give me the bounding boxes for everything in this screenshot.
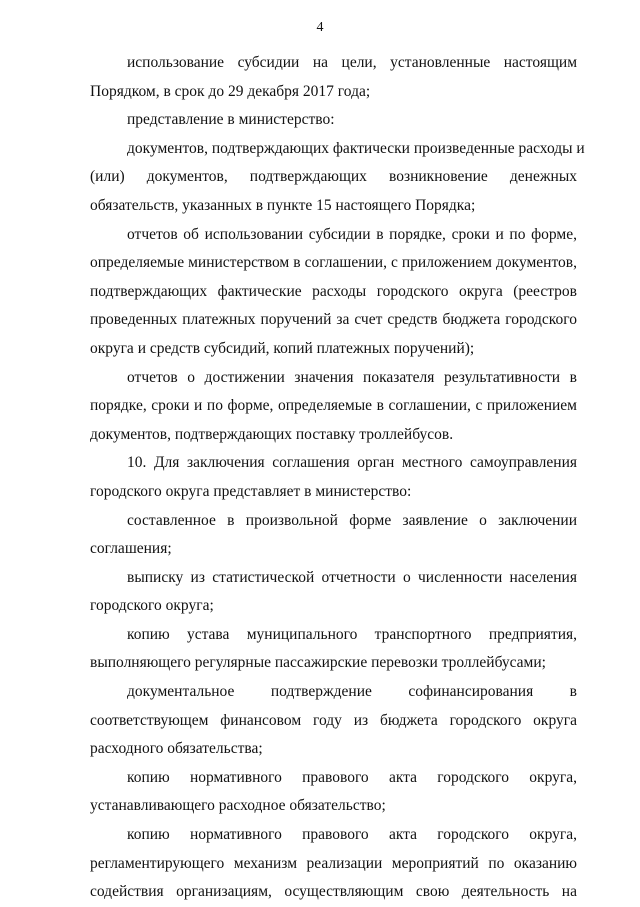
- text-line: копию нормативного правового акта городского округа,: [127, 768, 577, 786]
- text-line: выписку из статистической отчетности о численности населения: [127, 568, 577, 586]
- text-line: выполняющего регулярные пассажирские перевозки троллейбусами;: [90, 654, 546, 672]
- text-line: обязательств, указанных в пункте 15 настоящего Порядка;: [90, 196, 476, 214]
- text-line: городского округа;: [90, 597, 214, 615]
- text-line: подтверждающих фактические расходы городского округа (реестров: [90, 282, 577, 300]
- text-line: (или) документов, подтверждающих возникновение денежных: [90, 168, 577, 186]
- text-line: соответствующем финансовом году из бюджета городского округа: [90, 711, 577, 729]
- text-line: документальное подтверждение софинансирования в: [127, 683, 577, 701]
- text-line: отчетов о достижении значения показателя результативности в: [127, 368, 577, 386]
- text-line: отчетов об использовании субсидии в порядке, сроки и по форме,: [127, 225, 577, 243]
- text-line: использование субсидии на цели, установленные настоящим: [127, 54, 577, 71]
- text-line: городского округа представляет в министерство:: [90, 482, 412, 500]
- page-number: 4: [316, 20, 324, 35]
- text-line: документов, подтверждающих фактически произведенные расходы и: [127, 139, 585, 157]
- text-line: порядке, сроки и по форме, определяемые в соглашении, с приложением: [90, 397, 577, 415]
- text-line: округа и средств субсидий, копий платежных поручений);: [90, 339, 475, 357]
- text-line: регламентирующего механизм реализации мероприятий по оказанию: [90, 854, 577, 872]
- text-line: документов, подтверждающих поставку троллейбусов.: [90, 425, 454, 443]
- text-line: соглашения;: [90, 540, 172, 558]
- text-line: представление в министерство:: [127, 111, 335, 129]
- text-line: 10. Для заключения соглашения орган местного самоуправления: [127, 454, 577, 472]
- document-body: [90, 49, 585, 907]
- text-line: содействия организациям, осуществляющим свою деятельность на: [90, 883, 577, 901]
- text-line: Порядком, в срок до 29 декабря 2017 года;: [90, 82, 371, 100]
- text-line: проведенных платежных поручений за счет средств бюджета городского: [90, 311, 577, 329]
- text-line: определяемые министерством в соглашении, с приложением документов,: [90, 254, 577, 272]
- text-line: составленное в произвольной форме заявление о заключении: [127, 511, 577, 529]
- text-line: копию нормативного правового акта городского округа,: [127, 826, 577, 844]
- text-line: устанавливающего расходное обязательство;: [90, 797, 386, 815]
- text-line: копию устава муниципального транспортного предприятия,: [127, 625, 577, 643]
- text-line: расходного обязательства;: [90, 740, 263, 758]
